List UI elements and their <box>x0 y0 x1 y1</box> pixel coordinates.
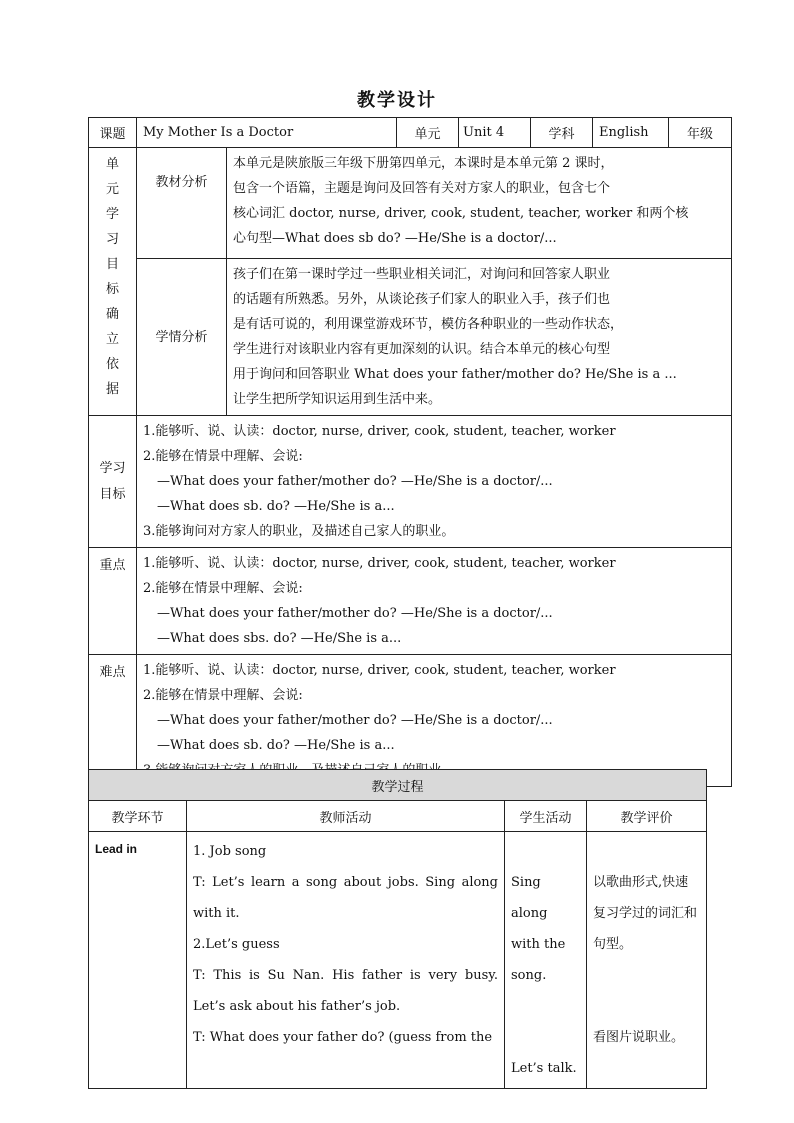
basis-char: 目 <box>105 257 119 272</box>
text-line: 1.能够听、说、认读：doctor, nurse, driver, cook, student, teacher, worker <box>143 663 616 678</box>
text-line: —What does your father/mother do? —He/She is a doctor/... <box>157 713 553 728</box>
basis-char: 学 <box>105 207 119 222</box>
material-text <box>227 148 732 259</box>
header-student: 学生活动 <box>505 801 587 832</box>
key-points-text <box>137 548 732 655</box>
grade-label: 年级 <box>669 118 732 148</box>
text-line: 孩子们在第一课时学过一些职业相关词汇，对询问和回答家人职业 <box>233 267 611 282</box>
difficulties-label: 难点 <box>89 655 137 787</box>
text-line: 心句型—What does sb do? —He/She is a doctor/... <box>233 231 557 246</box>
evaluation-text: 以歌曲形式,快速复习学过的词汇和句型。 <box>593 875 698 952</box>
text-line: —What does sb. do? —He/She is a... <box>157 499 395 514</box>
text-line: 本单元是陕旅版三年级下册第四单元，本课时是本单元第 2 课时， <box>233 156 614 171</box>
material-row <box>89 148 732 259</box>
difficulties-row <box>89 655 732 787</box>
text-line: 包含一个语篇，主题是询问及回答有关对方家人的职业，包含七个 <box>233 181 611 196</box>
difficulties-text <box>137 655 732 787</box>
info-row <box>89 118 732 148</box>
basis-char: 据 <box>105 382 119 397</box>
header-teacher: 教师活动 <box>187 801 505 832</box>
text-line: T: Let’s learn a song about jobs. Sing along with it. <box>193 875 498 921</box>
basis-char: 标 <box>105 282 119 297</box>
text-line: 的话题有所熟悉。另外，从谈论孩子们家人的职业入手，孩子们也 <box>233 292 611 307</box>
students-label: 学情分析 <box>137 259 227 416</box>
text-line: T: What does your father do? (guess from the <box>193 1030 493 1045</box>
text-line: 1.能够听、说、认读：doctor, nurse, driver, cook, student, teacher, worker <box>143 556 616 571</box>
text-line: —What does your father/mother do? —He/She is a doctor/... <box>157 474 553 489</box>
goals-label-line: 目标 <box>99 486 126 502</box>
text-line: 3.能够询问对方家人的职业，及描述自己家人的职业。 <box>143 524 455 539</box>
text-line: —What does sb. do? —He/She is a... <box>157 738 395 753</box>
lead-in-student <box>505 832 587 1089</box>
text-line: 2.Let’s guess <box>193 937 280 952</box>
topic-label: 课题 <box>89 118 137 148</box>
basis-char: 单 <box>105 157 119 172</box>
goals-row <box>89 416 732 548</box>
text-line: 2.能够在情景中理解、会说: <box>143 581 303 596</box>
basis-char: 确 <box>105 307 119 322</box>
basis-char: 习 <box>105 232 119 247</box>
process-header-row <box>89 801 707 832</box>
text-line: 核心词汇 doctor, nurse, driver, cook, student, teacher, worker 和两个核 <box>233 206 689 221</box>
key-points-label: 重点 <box>89 548 137 655</box>
text-line: 1.能够听、说、认读：doctor, nurse, driver, cook, student, teacher, worker <box>143 424 616 439</box>
text-line: 2.能够在情景中理解、会说: <box>143 688 303 703</box>
student-activity: Let’s talk. <box>511 1061 577 1076</box>
students-text <box>227 259 732 416</box>
subject-value: English <box>593 118 669 148</box>
unit-label: 单元 <box>397 118 459 148</box>
teaching-process-table <box>88 769 707 1089</box>
basis-char: 依 <box>105 357 119 372</box>
basis-label <box>89 148 137 416</box>
text-line: 是有话可说的，利用课堂游戏环节，模仿各种职业的一些动作状态， <box>233 317 624 332</box>
basis-char: 立 <box>105 332 119 347</box>
evaluation-text: 看图片说职业。 <box>593 1030 685 1045</box>
lesson-info-table <box>88 117 732 787</box>
text-line: 2.能够在情景中理解、会说: <box>143 449 303 464</box>
text-line: T: This is Su Nan. His father is very busy. Let’s ask about his father’s job. <box>193 968 498 1014</box>
text-line: 用于询问和回答职业 What does your father/mother do? He/She is a ... <box>233 367 677 382</box>
basis-char: 元 <box>105 182 119 197</box>
unit-value: Unit 4 <box>459 118 531 148</box>
students-row <box>89 259 732 416</box>
header-stage: 教学环节 <box>89 801 187 832</box>
lead-in-row <box>89 832 707 1089</box>
goals-text <box>137 416 732 548</box>
student-activity: Sing along with the song. <box>511 875 566 983</box>
text-line: 让学生把所学知识运用到生活中来。 <box>233 392 442 407</box>
process-section-row <box>89 770 707 801</box>
header-evaluation: 教学评价 <box>587 801 707 832</box>
lead-in-evaluation <box>587 832 707 1089</box>
key-points-row <box>89 548 732 655</box>
goals-label <box>89 416 137 548</box>
material-label: 教材分析 <box>137 148 227 259</box>
text-line: —What does your father/mother do? —He/She is a doctor/... <box>157 606 553 621</box>
subject-label: 学科 <box>531 118 593 148</box>
lead-in-stage: Lead in <box>89 832 187 1089</box>
text-line: 学生进行对该职业内容有更加深刻的认识。结合本单元的核心句型 <box>233 342 611 357</box>
document-title: 教学设计 <box>357 90 437 111</box>
process-section-title: 教学过程 <box>89 770 707 801</box>
goals-label-line: 学习 <box>99 460 126 476</box>
lead-in-teacher <box>187 832 505 1089</box>
text-line: —What does sbs. do? —He/She is a... <box>157 631 402 646</box>
topic-value: My Mother Is a Doctor <box>137 118 397 148</box>
text-line: 1. Job song <box>193 844 267 859</box>
